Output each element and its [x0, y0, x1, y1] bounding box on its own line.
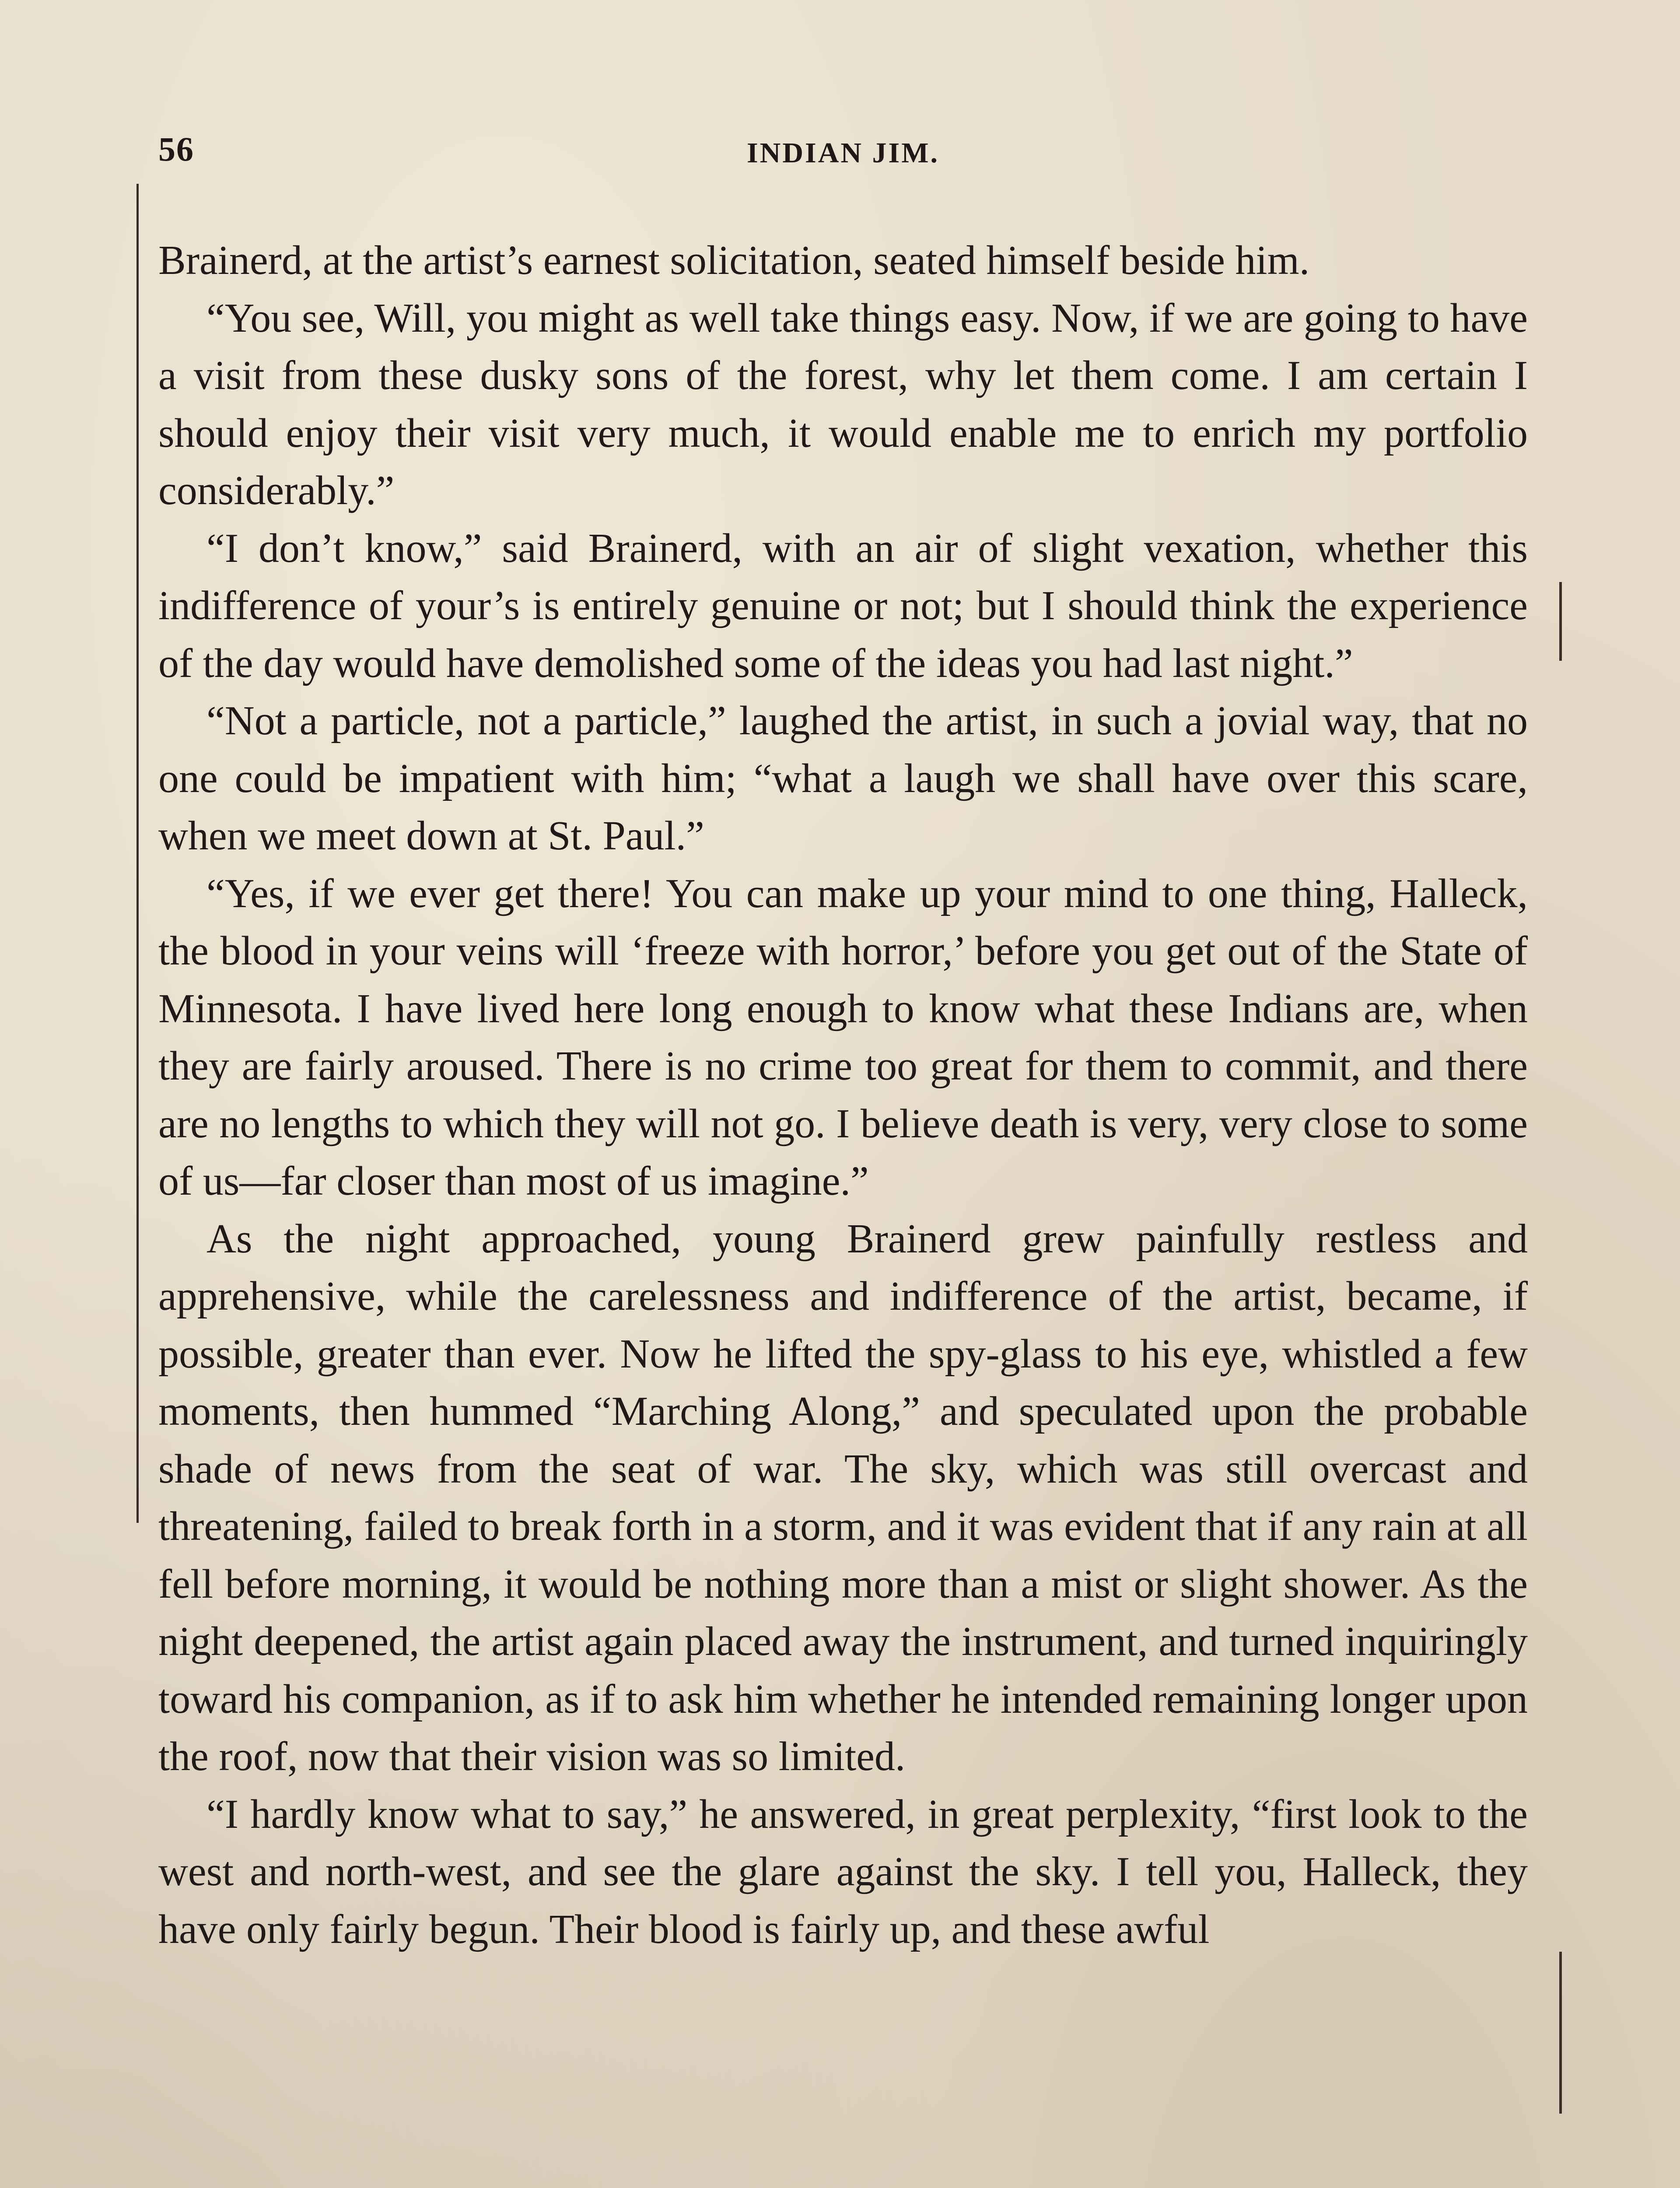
margin-mark — [136, 184, 139, 1523]
paragraph: “You see, Will, you might as well take things easy. Now, if we are going to have a visit from these dusky sons of the forest, why let them come. I am certain I should enjoy their visit very much, it would enable me to enrich my portfolio considerably.” — [158, 295, 1528, 513]
page-number: 56 — [158, 130, 194, 168]
margin-mark — [1559, 1952, 1562, 2114]
paragraph: “I hardly know what to say,” he answered, in great perplexity, “first look to the west and north-west, and see the glare against the sky. I tell you, Halleck, they have only fairly begun. Their blood is fairly up, and these awful — [158, 1791, 1528, 1952]
paragraph: As the night approached, young Brainerd grew painfully restless and apprehensive, while the carelessness and indifference of the artist, became, if possible, greater than ever. Now he lifted the spy-glass to his eye, whistled a few moments, then hummed “Marching Along,” and speculated upon the probable shade of news from the seat of war. The sky, which was still overcast and threatening, failed to break forth in a storm, and it was evident that if any rain at all fell before morning, it would be nothing more than a mist or slight shower. As the night deepened, the artist again placed away the instrument, and turned inquiringly toward his companion, as if to ask him whether he intended remaining longer upon the roof, now that their vision was so limited. — [158, 1216, 1528, 1779]
body-text — [158, 232, 1528, 1958]
margin-mark — [1559, 582, 1562, 661]
paragraph: Brainerd, at the artist’s earnest solicitation, seated himself beside him. — [158, 238, 1310, 283]
paragraph: “Not a particle, not a particle,” laughed the artist, in such a jovial way, that no one could be impatient with him; “what a laugh we shall have over this scare, when we meet down at St. Paul.” — [158, 698, 1528, 859]
running-head: INDIAN JIM. — [747, 137, 939, 169]
page-header — [158, 130, 1528, 182]
paragraph: “Yes, if we ever get there! You can make up your mind to one thing, Halleck, the blood in your veins will ‘freeze with horror,’ before you get out of the State of Minnesota. I have lived here long enough to know what these Indians are, when they are fairly aroused. There is no crime too great for them to commit, and there are no lengths to which they will not go. I believe death is very, very close to some of us—far closer than most of us imagine.” — [158, 870, 1528, 1204]
paragraph: “I don’t know,” said Brainerd, with an air of slight vexation, whether this indifference of your’s is entirely genuine or not; but I should think the experience of the day would have demolished some of the ideas you had last night.” — [158, 525, 1528, 686]
